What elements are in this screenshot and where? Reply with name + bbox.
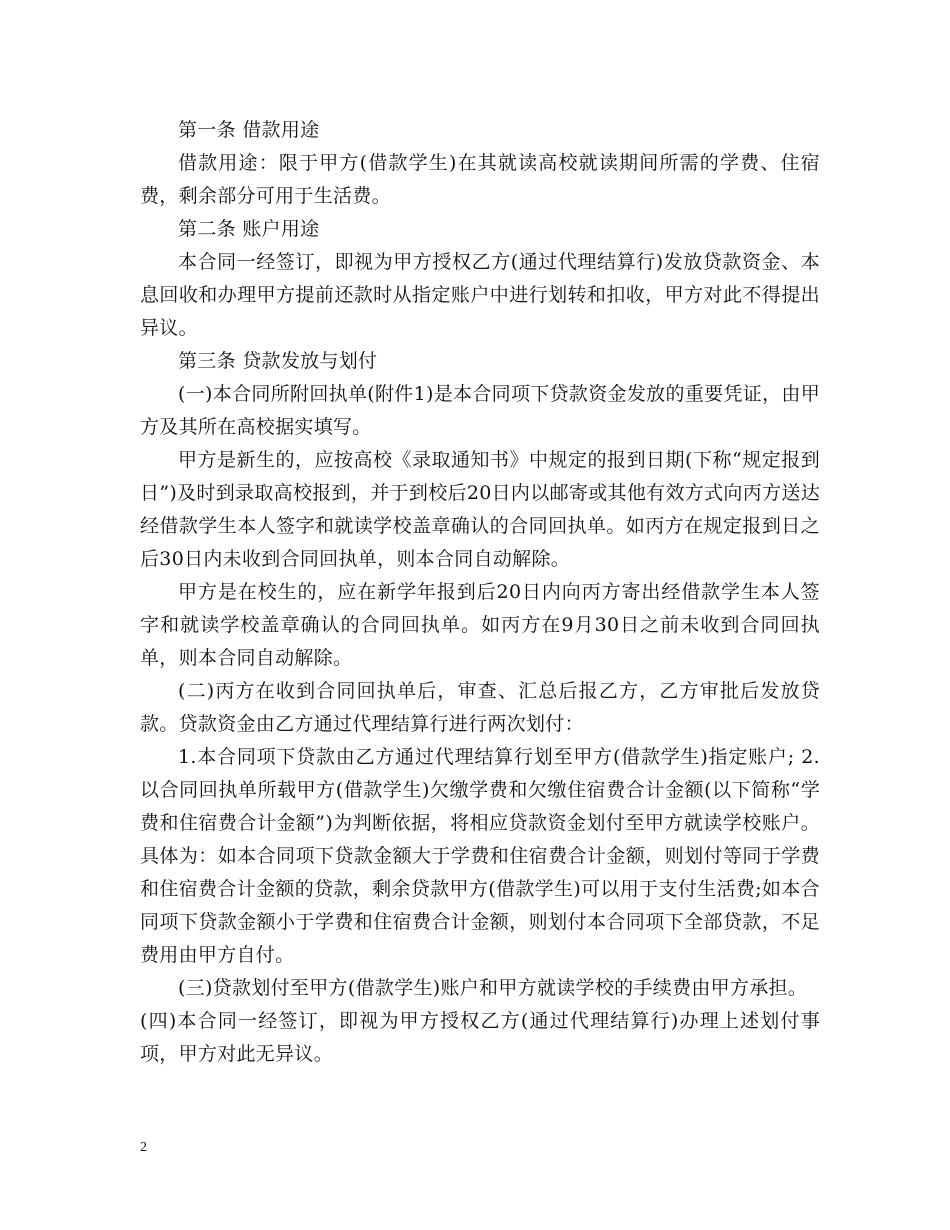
article-3-transfer-details: 1.本合同项下贷款由乙方通过代理结算行划至甲方(借款学生)指定账户; 2.以合同回执单所载甲方(借款学生)欠缴学费和欠缴住宿费合计金额(以下简称“学费和住宿费合计金额”)为判断依据，将相应贷款资金划付至甲方就读学校账户。具体为：如本合同项下贷款金额大于学费和住宿费合计金额，则划付等同于学费和住宿费合计金额的贷款，剩余贷款甲方(借款学生)可以用于支付生活费;如本合同项下贷款金额小于学费和住宿费合计金额，则划付本合同项下全部贷款，不足费用由甲方自付。	[140, 746, 820, 966]
article-3-new-student-paragraph: 甲方是新生的，应按高校《录取通知书》中规定的报到日期(下称“规定报到日”)及时到录取高校报到，并于到校后20日内以邮寄或其他有效方式向丙方送达经借款学生本人签字和就读学校盖章确认的合同回执单。如丙方在规定报到日之后30日内未收到合同回执单，则本合同自动解除。	[140, 449, 820, 570]
article-3-heading: 第三条 贷款发放与划付	[178, 350, 378, 372]
article-3-clause-1: (一)本合同所附回执单(附件1)是本合同项下贷款资金发放的重要凭证，由甲方及其所在高校据实填写。	[140, 383, 820, 438]
article-2-paragraph: 本合同一经签订，即视为甲方授权乙方(通过代理结算行)发放贷款资金、本息回收和办理甲方提前还款时从指定账户中进行划转和扣收，甲方对此不得提出异议。	[140, 251, 820, 339]
article-1-heading: 第一条 借款用途	[178, 119, 320, 141]
document-body	[140, 114, 820, 1071]
page-number: 2	[140, 1140, 147, 1155]
article-2-heading: 第二条 账户用途	[178, 218, 320, 240]
article-3-clause-3: (三)贷款划付至甲方(借款学生)账户和甲方就读学校的手续费由甲方承担。	[178, 977, 808, 999]
article-3-clause-2: (二)丙方在收到合同回执单后，审查、汇总后报乙方，乙方审批后发放贷款。贷款资金由乙方通过代理结算行进行两次划付：	[140, 680, 820, 735]
article-3-clause-4: (四)本合同一经签订，即视为甲方授权乙方(通过代理结算行)办理上述划付事项，甲方对此无异议。	[140, 1010, 820, 1065]
article-3-current-student-paragraph: 甲方是在校生的，应在新学年报到后20日内向丙方寄出经借款学生本人签字和就读学校盖章确认的合同回执单。如丙方在9月30日之前未收到合同回执单，则本合同自动解除。	[140, 581, 820, 669]
article-1-paragraph: 借款用途：限于甲方(借款学生)在其就读高校就读期间所需的学费、住宿费，剩余部分可用于生活费。	[140, 152, 820, 207]
